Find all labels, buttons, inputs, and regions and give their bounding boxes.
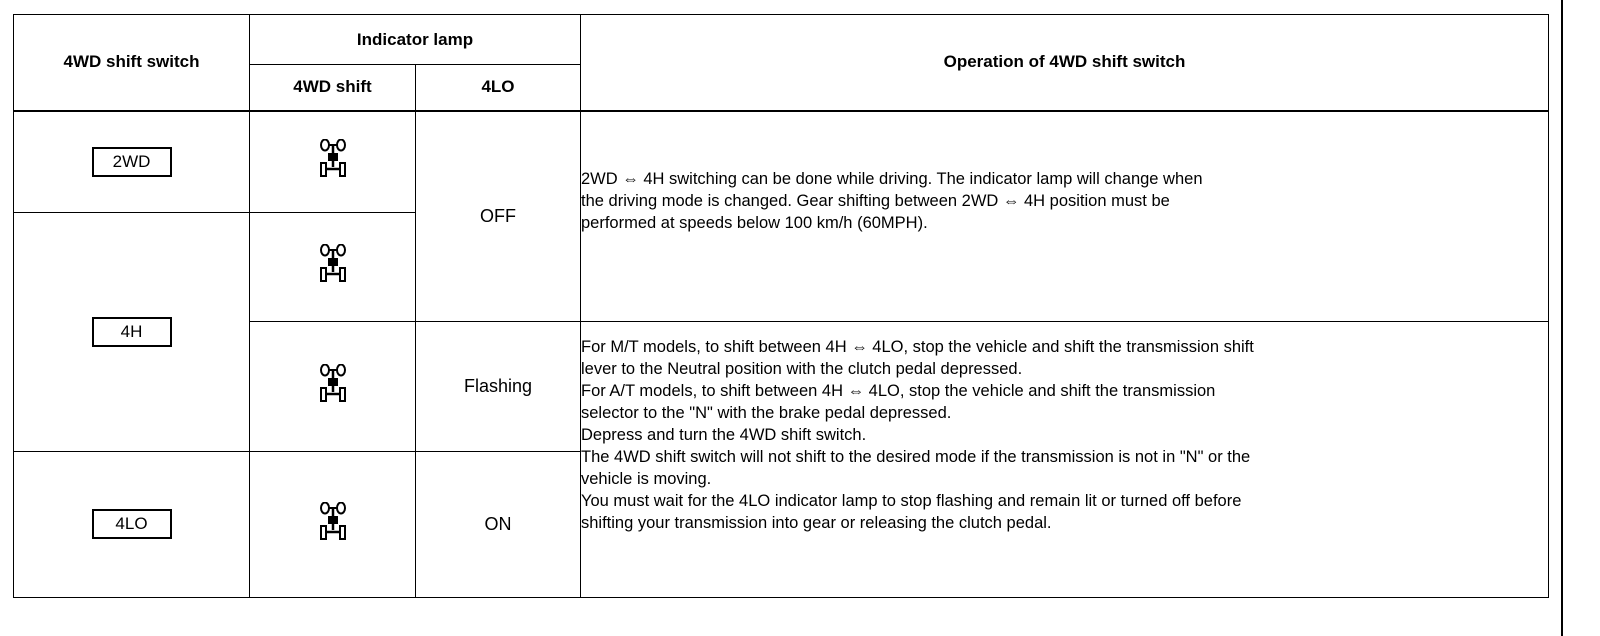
operation-4h-4lo-line: The 4WD shift switch will not shift to the desired mode if the transmission is not in "N" or the bbox=[581, 447, 1251, 466]
operation-4h-4lo-cell bbox=[581, 321, 1549, 598]
operation-4h-4lo-line: selector to the "N" with the brake pedal depressed. bbox=[581, 403, 952, 422]
switch-4h-cell bbox=[14, 213, 250, 451]
4wd-drivetrain-icon bbox=[319, 502, 347, 542]
header-indicator-lamp: Indicator lamp bbox=[250, 15, 581, 65]
operation-4h-4lo-line: lever to the Neutral position with the clutch pedal depressed. bbox=[581, 359, 1023, 378]
lamp-icon-cell bbox=[250, 213, 416, 321]
page-edge-line bbox=[1561, 0, 1563, 636]
operation-4h-4lo-line: You must wait for the 4LO indicator lamp to stop flashing and remain lit or turned off before bbox=[581, 491, 1242, 510]
lamp-icon-cell bbox=[250, 451, 416, 597]
state-on-cell bbox=[416, 451, 581, 597]
operation-4h-4lo-line: For M/T models, to shift between 4H ⇔ 4LO, stop the vehicle and shift the transmission shift bbox=[581, 337, 1254, 356]
header-4wd-shift-switch: 4WD shift switch bbox=[14, 15, 250, 111]
4wd-drivetrain-icon bbox=[319, 364, 347, 404]
4wd-shift-switch-table bbox=[13, 14, 1549, 598]
operation-4h-4lo-line: vehicle is moving. bbox=[581, 469, 712, 488]
state-flashing-cell bbox=[416, 321, 581, 451]
lamp-icon-cell bbox=[250, 321, 416, 451]
operation-2wd-4h-line: the driving mode is changed. Gear shifting between 2WD ⇔ 4H position must be bbox=[581, 192, 1170, 211]
switch-4h-label: 4H bbox=[92, 317, 172, 347]
operation-2wd-4h-cell bbox=[581, 111, 1549, 321]
operation-4h-4lo-line: shifting your transmission into gear or releasing the clutch pedal. bbox=[581, 513, 1052, 532]
header-lamp-4lo: 4LO bbox=[416, 65, 581, 111]
4wd-drivetrain-icon bbox=[319, 139, 347, 179]
switch-2wd-label: 2WD bbox=[92, 147, 172, 177]
switch-2wd-cell bbox=[14, 111, 250, 213]
operation-4h-4lo-line: Depress and turn the 4WD shift switch. bbox=[581, 425, 867, 444]
operation-2wd-4h-line: performed at speeds below 100 km/h (60MPH). bbox=[581, 214, 928, 233]
4wd-drivetrain-icon bbox=[319, 244, 347, 284]
switch-4lo-cell bbox=[14, 451, 250, 597]
header-operation: Operation of 4WD shift switch bbox=[581, 15, 1549, 111]
state-on: ON bbox=[484, 513, 512, 534]
lamp-icon-cell bbox=[250, 111, 416, 213]
state-off-cell bbox=[416, 111, 581, 321]
state-flashing: Flashing bbox=[463, 375, 533, 396]
header-lamp-4wd-shift: 4WD shift bbox=[250, 65, 416, 111]
state-off: OFF bbox=[480, 205, 516, 226]
operation-2wd-4h-line: 2WD ⇔ 4H switching can be done while driving. The indicator lamp will change when bbox=[581, 170, 1203, 189]
operation-4h-4lo-line: For A/T models, to shift between 4H ⇔ 4LO, stop the vehicle and shift the transmission bbox=[581, 381, 1216, 400]
switch-4lo-label: 4LO bbox=[92, 509, 172, 539]
